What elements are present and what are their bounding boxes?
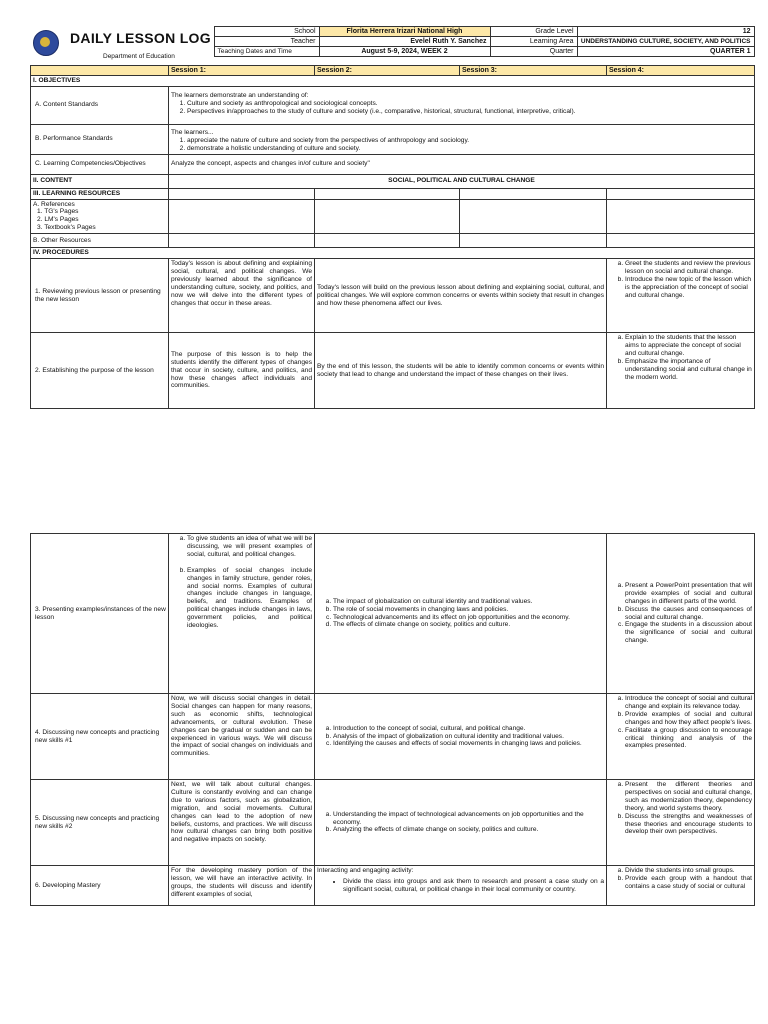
teacher-value: Evelel Ruth Y. Sanchez bbox=[319, 37, 490, 47]
grade-label: Grade Level bbox=[490, 27, 577, 37]
list-item: a. Divide the students into small groups. bbox=[625, 867, 752, 875]
performance-standards-label: B. Performance Standards bbox=[31, 124, 169, 154]
list-item: c. Technological advancements and its effect on job opportunities and the economy. bbox=[333, 614, 604, 622]
concepts-2-session-1: Next, we will talk about cultural changes. Culture is constantly evolving and can change due to various factors, such as globalization, migration, and social movements. Cultural changes can lead to the adoption of new beliefs, customs, and practices. We will discuss how cultural changes can bring both positive and negative impacts on society. bbox=[169, 780, 315, 866]
lesson-table-page1 bbox=[30, 65, 755, 409]
performance-standards-cell bbox=[169, 124, 755, 154]
purpose-session-1: The purpose of this lesson is to help the students identify the different types of changes that occur in society, culture, and politics, and how these changes affect individuals and communities. bbox=[169, 333, 315, 409]
blank-cell bbox=[460, 234, 607, 248]
performance-standards-intro: The learners... bbox=[171, 128, 214, 136]
blank-cell bbox=[607, 234, 755, 248]
list-item: a. Greet the students and review the previous lesson on social and cultural change. bbox=[625, 260, 752, 276]
performance-standards-list bbox=[171, 137, 752, 153]
list-item: 1. Culture and society as anthropological and sociological concepts. bbox=[187, 100, 752, 108]
blank-cell bbox=[169, 199, 315, 234]
review-session-1: Today's lesson is about defining and explaining social, cultural, and political changes. We previously learned about the significance of understanding culture, society, and politics, and now we will delve into the different types of changes that occur in these areas. bbox=[169, 259, 315, 333]
other-resources-label: B. Other Resources bbox=[31, 234, 169, 248]
concepts-1-session-2-list bbox=[317, 725, 604, 749]
lm-pages-label: 2. LM's Pages bbox=[37, 216, 79, 224]
blank-cell bbox=[460, 188, 607, 199]
objectives-title: I. OBJECTIVES bbox=[31, 76, 755, 87]
logo-cell bbox=[30, 27, 214, 60]
list-item: b. Analyzing the effects of climate change on society, politics and culture. bbox=[333, 826, 604, 834]
resources-title: III. LEARNING RESOURCES bbox=[31, 188, 169, 199]
examples-session-2 bbox=[315, 534, 607, 694]
blank-cell bbox=[169, 234, 315, 248]
session-1-header: Session 1: bbox=[169, 66, 315, 76]
mastery-session-2 bbox=[315, 866, 607, 906]
list-item: a. Introduction to the concept of social, cultural, and political change. bbox=[333, 725, 604, 733]
list-item: a. The impact of globalization on cultural identity and traditional values. bbox=[333, 598, 604, 606]
competencies-value: Analyze the concept, aspects and changes in/of culture and society" bbox=[169, 154, 755, 174]
list-item: a. Present a PowerPoint presentation that will provide examples of social and cultural changes in different parts of the world. bbox=[625, 582, 752, 606]
review-session-2: Today's lesson will build on the previous lesson about defining and explaining social, cultural, and political changes. We will explore common concerns or events within society that result in changes and how these phenomena affect our lives. bbox=[315, 259, 607, 333]
concepts-2-label: 5. Discussing new concepts and practicing new skills #2 bbox=[31, 780, 169, 866]
list-item: b. Discuss the causes and consequences of social and cultural change. bbox=[625, 606, 752, 622]
dates-label: Teaching Dates and Time bbox=[214, 47, 319, 57]
examples-session-4 bbox=[607, 534, 755, 694]
list-item: 2. Perspectives in/approaches to the study of culture and society (i.e., comparative, historical, structural, functional, interpretive, critical). bbox=[187, 108, 752, 116]
document-title: DAILY LESSON LOG bbox=[70, 29, 211, 46]
list-item: a. Explain to the students that the lesson aims to appreciate the concept of social and cultural change. bbox=[625, 334, 752, 358]
examples-session-2-list bbox=[317, 598, 604, 630]
list-item: a. To give students an idea of what we will be discussing, we will present examples of social, cultural, and political changes. bbox=[187, 535, 312, 559]
mastery-session-1: For the developing mastery portion of the lesson, we will have an interactive activity. In groups, the students will discuss and identify different examples of social, bbox=[169, 866, 315, 906]
area-label: Learning Area bbox=[490, 37, 577, 47]
list-item: b. Provide each group with a handout that contains a case study of social or cultural bbox=[625, 875, 752, 891]
purpose-session-2: By the end of this lesson, the students will be able to identify common concerns or events within society that lead to change and understand the impact of these changes on their lives. bbox=[315, 333, 607, 409]
concepts-2-session-4-list bbox=[609, 781, 752, 836]
blank-cell bbox=[315, 199, 460, 234]
grade-value: 12 bbox=[577, 27, 754, 37]
list-item: a. Present the different theories and perspectives on social and cultural change, such as modernization theory, dependency theory, and world systems theory. bbox=[625, 781, 752, 813]
school-value: Florita Herrera Irizari National High bbox=[319, 27, 490, 37]
blank-header bbox=[31, 66, 169, 76]
purpose-session-4 bbox=[607, 333, 755, 409]
session-3-header: Session 3: bbox=[460, 66, 607, 76]
list-item: • Divide the class into groups and ask them to research and present a case study on a significant social, cultural, or political change in their local community or country. bbox=[343, 878, 604, 894]
list-item: d. The effects of climate change on society, politics and culture. bbox=[333, 621, 604, 629]
department-label: Department of Education bbox=[103, 52, 175, 60]
list-item: b. Emphasize the importance of understanding social and cultural change in the modern world. bbox=[625, 358, 752, 382]
content-title: II. CONTENT bbox=[31, 174, 169, 188]
list-item: b. Discuss the strengths and weaknesses of these theories and encourage students to develop their own perspectives. bbox=[625, 813, 752, 837]
list-item: 1. appreciate the nature of culture and society from the perspectives of anthropology and sociology. bbox=[187, 137, 752, 145]
session-4-header: Session 4: bbox=[607, 66, 755, 76]
content-standards-list bbox=[171, 100, 752, 116]
list-item: b. Examples of social changes include changes in family structure, gender roles, and social norms. Examples of cultural changes include changes in language, beliefs, and traditions. Examples of political changes include changes in laws, government policies, and political ideologies. bbox=[187, 567, 312, 630]
list-item: a. Introduce the concept of social and cultural change and explain its relevance today. bbox=[625, 695, 752, 711]
procedures-title: IV. PROCEDURES bbox=[31, 248, 755, 259]
examples-session-1 bbox=[169, 534, 315, 694]
list-item: a. Understanding the impact of technological advancements on job opportunities and the economy. bbox=[333, 811, 604, 827]
page-1 bbox=[30, 26, 754, 409]
header-table bbox=[30, 26, 755, 60]
list-item: b. The role of social movements in changing laws and policies. bbox=[333, 606, 604, 614]
area-value: UNDERSTANDING CULTURE, SOCIETY, AND POLITICS bbox=[577, 37, 754, 47]
teacher-label: Teacher bbox=[214, 37, 319, 47]
tg-pages-label: 1. TG's Pages bbox=[37, 208, 79, 216]
blank-cell bbox=[169, 188, 315, 199]
concepts-1-session-1: Now, we will discuss social changes in detail. Social changes can happen for many reasons, such as economic shifts, technological advancements, or cultural evolution. These changes can be gradual or sudden and can be experienced in various ways. We will discuss the impact of social changes on individuals and communities. bbox=[169, 694, 315, 780]
purpose-label: 2. Establishing the purpose of the lesson bbox=[31, 333, 169, 409]
content-standards-label: A. Content Standards bbox=[31, 86, 169, 124]
review-label: 1. Reviewing previous lesson or presenting the new lesson bbox=[31, 259, 169, 333]
content-value: SOCIAL, POLITICAL AND CULTURAL CHANGE bbox=[169, 174, 755, 188]
concepts-2-session-2 bbox=[315, 780, 607, 866]
content-standards-cell bbox=[169, 86, 755, 124]
mastery-session-2-intro: Interacting and engaging activity: bbox=[317, 867, 414, 874]
list-item: b. Provide examples of social and cultural changes and how they affect people's lives. bbox=[625, 711, 752, 727]
concepts-2-session-2-list bbox=[317, 811, 604, 835]
mastery-label: 6. Developing Mastery bbox=[31, 866, 169, 906]
concepts-1-session-2 bbox=[315, 694, 607, 780]
quarter-value: QUARTER 1 bbox=[577, 47, 754, 57]
page-2 bbox=[30, 533, 754, 906]
textbook-pages-label: 3. Textbook's Pages bbox=[37, 224, 96, 232]
competencies-label: C. Learning Competencies/Objectives bbox=[31, 154, 169, 174]
references-label bbox=[31, 199, 169, 234]
blank-cell bbox=[607, 199, 755, 234]
session-2-header: Session 2: bbox=[315, 66, 460, 76]
blank-cell bbox=[460, 199, 607, 234]
purpose-session-4-list bbox=[609, 334, 752, 381]
mastery-session-2-list bbox=[317, 878, 604, 894]
dates-value: August 5-9, 2024, WEEK 2 bbox=[319, 47, 490, 57]
concepts-2-session-4 bbox=[607, 780, 755, 866]
review-session-4-list bbox=[609, 260, 752, 300]
list-item: 2. demonstrate a holistic understanding of culture and society. bbox=[187, 145, 752, 153]
list-item: c. Engage the students in a discussion about the significance of social and cultural change. bbox=[625, 621, 752, 645]
references-heading: A. References bbox=[33, 200, 75, 208]
blank-cell bbox=[315, 234, 460, 248]
quarter-label: Quarter bbox=[490, 47, 577, 57]
lesson-table-page2 bbox=[30, 533, 755, 906]
examples-session-1-list bbox=[171, 535, 312, 630]
list-item: b. Analysis of the impact of globalization on cultural identity and traditional values. bbox=[333, 733, 604, 741]
content-standards-intro: The learners demonstrate an understanding of: bbox=[171, 91, 309, 99]
list-item: b. Introduce the new topic of the lesson which is the appreciation of the concept of social and cultural change. bbox=[625, 276, 752, 300]
review-session-4 bbox=[607, 259, 755, 333]
concepts-1-session-4-list bbox=[609, 695, 752, 750]
list-item: c. Facilitate a group discussion to encourage critical thinking and analysis of the examples presented. bbox=[625, 727, 752, 751]
mastery-session-4 bbox=[607, 866, 755, 906]
concepts-1-label: 4. Discussing new concepts and practicing new skills #1 bbox=[31, 694, 169, 780]
list-item: c. Identifying the causes and effects of social movements in changing laws and policies. bbox=[333, 740, 604, 748]
examples-label: 3. Presenting examples/instances of the new lesson bbox=[31, 534, 169, 694]
concepts-1-session-4 bbox=[607, 694, 755, 780]
school-label: School bbox=[214, 27, 319, 37]
blank-cell bbox=[607, 188, 755, 199]
blank-cell bbox=[315, 188, 460, 199]
mastery-session-4-list bbox=[609, 867, 752, 891]
examples-session-4-list bbox=[609, 582, 752, 645]
deped-seal-icon bbox=[33, 30, 59, 56]
